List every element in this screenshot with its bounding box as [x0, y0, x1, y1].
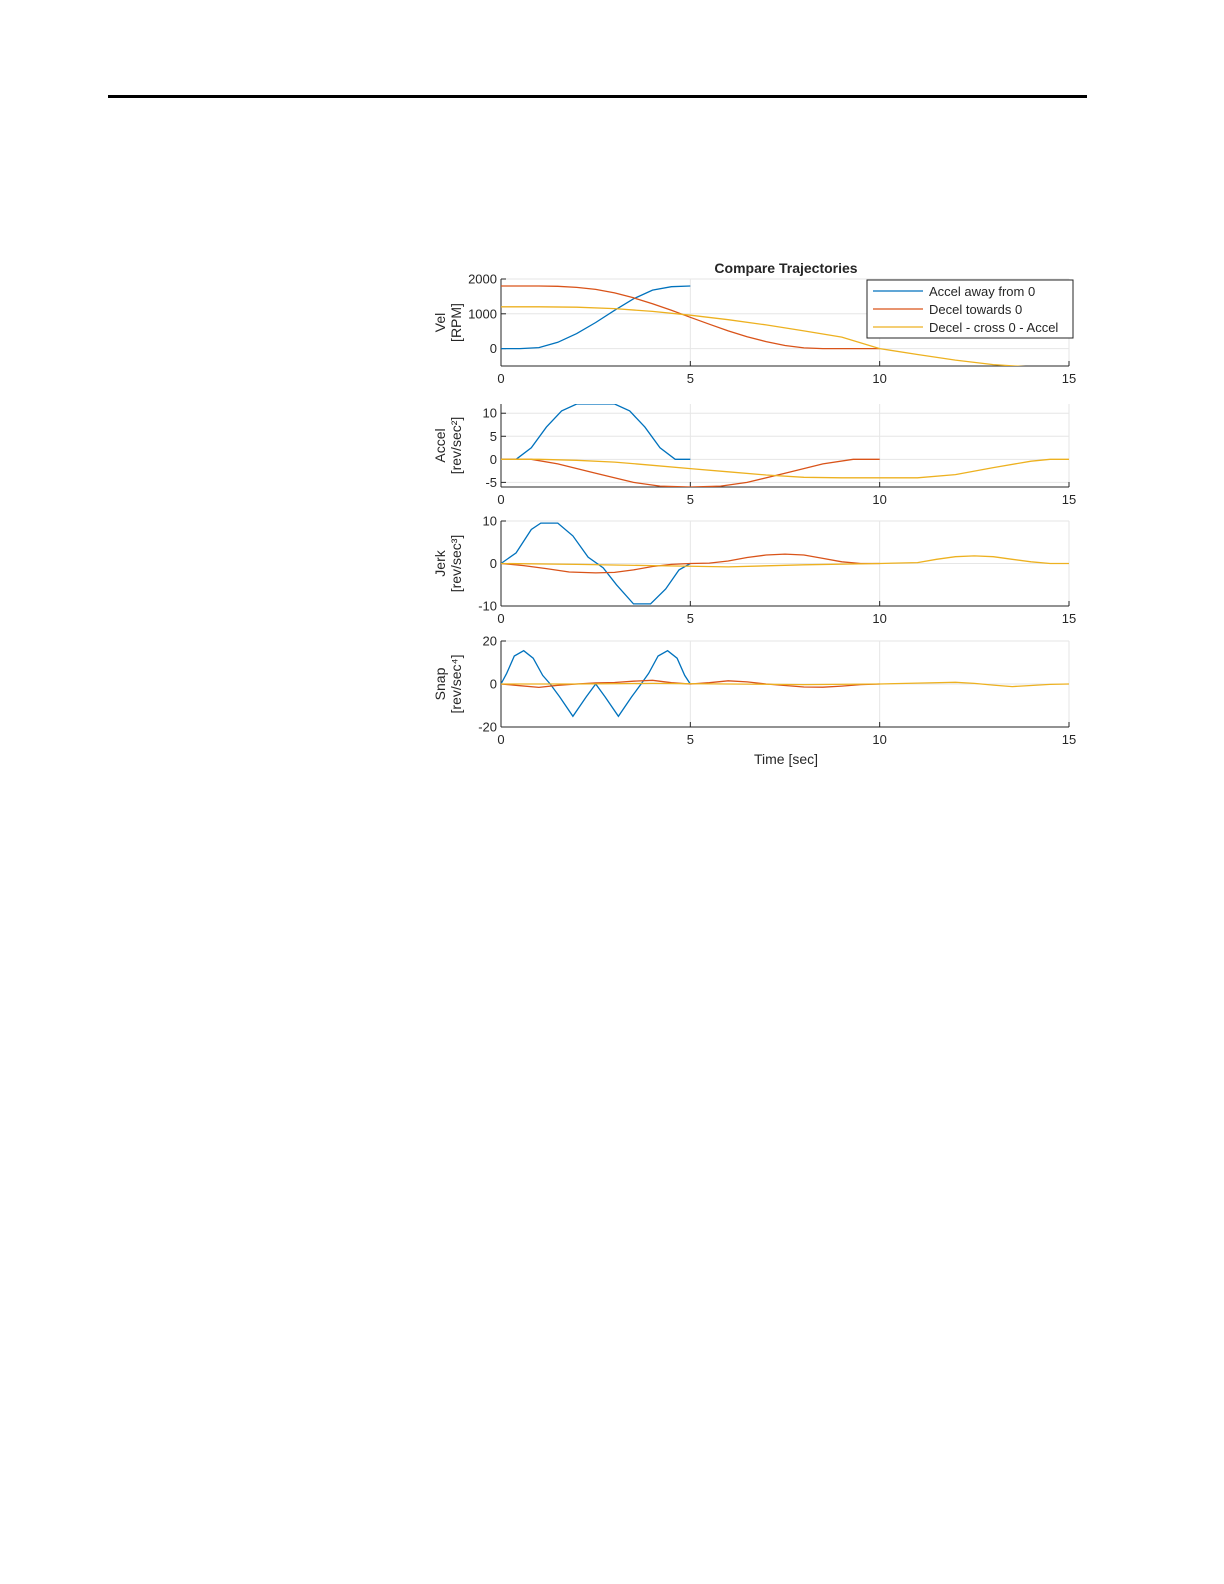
snap-y-axis-label: Snap: [432, 667, 448, 701]
vel-x-tick-label: 15: [1061, 371, 1077, 386]
x-axis-label: Time [sec]: [753, 751, 819, 767]
snap-panel: [432, 634, 1076, 748]
jerk-y-tick-label: 10: [482, 513, 497, 529]
vel-x-tick-label: 5: [686, 371, 694, 386]
vel-y-axis-label: Vel: [432, 312, 448, 333]
vel-y-tick-label: 1000: [468, 306, 497, 322]
vel-panel: [432, 272, 1076, 387]
accel-x-tick-label: 5: [686, 492, 694, 507]
vel-y-tick-label: 0: [489, 341, 497, 357]
jerk-x-tick-label: 0: [497, 611, 505, 626]
accel-x-tick-label: 15: [1061, 492, 1077, 507]
jerk-y-axis-unit: [rev/sec³]: [448, 534, 464, 593]
accel-y-tick-label: 5: [489, 428, 497, 444]
vel-x-tick-label: 10: [872, 371, 887, 386]
snap-x-tick-label: 10: [872, 732, 887, 747]
legend: [867, 280, 1073, 338]
legend-entry-3: Decel - cross 0 - Accel: [929, 320, 1059, 335]
jerk-x-tick-label: 5: [686, 611, 694, 626]
jerk-y-tick-label: -10: [478, 598, 497, 614]
accel-y-tick-label: 0: [489, 451, 497, 467]
accel-x-tick-label: 10: [872, 492, 887, 507]
vel-x-tick-label: 0: [497, 371, 505, 386]
snap-x-tick-label: 15: [1061, 732, 1077, 747]
jerk-y-axis-label: Jerk: [432, 550, 448, 577]
accel-panel: [432, 404, 1076, 507]
vel-y-axis-unit: [RPM]: [448, 303, 464, 342]
accel-x-tick-label: 0: [497, 492, 505, 507]
accel-plot-area: [501, 404, 1069, 487]
snap-y-tick-label: 20: [482, 633, 497, 649]
accel-y-axis-unit: [rev/sec²]: [448, 416, 464, 475]
legend-entry-1: Accel away from 0: [929, 284, 1036, 299]
accel-y-tick-label: -5: [485, 474, 497, 490]
snap-y-tick-label: -20: [478, 719, 497, 735]
vel-y-tick-label: 2000: [468, 271, 497, 287]
accel-y-axis-label: Accel: [432, 428, 448, 463]
legend-entry-2: Decel towards 0: [929, 302, 1023, 317]
jerk-y-tick-label: 0: [489, 556, 497, 571]
snap-y-tick-label: 0: [489, 676, 497, 692]
snap-y-axis-unit: [rev/sec⁴]: [448, 654, 464, 714]
accel-y-tick-label: 10: [482, 405, 497, 421]
snap-x-tick-label: 0: [497, 732, 505, 747]
jerk-x-tick-label: 15: [1061, 611, 1077, 626]
snap-x-tick-label: 5: [686, 732, 694, 747]
chart-title: Compare Trajectories: [714, 260, 858, 276]
jerk-x-tick-label: 10: [872, 611, 887, 626]
jerk-panel: [432, 514, 1076, 627]
